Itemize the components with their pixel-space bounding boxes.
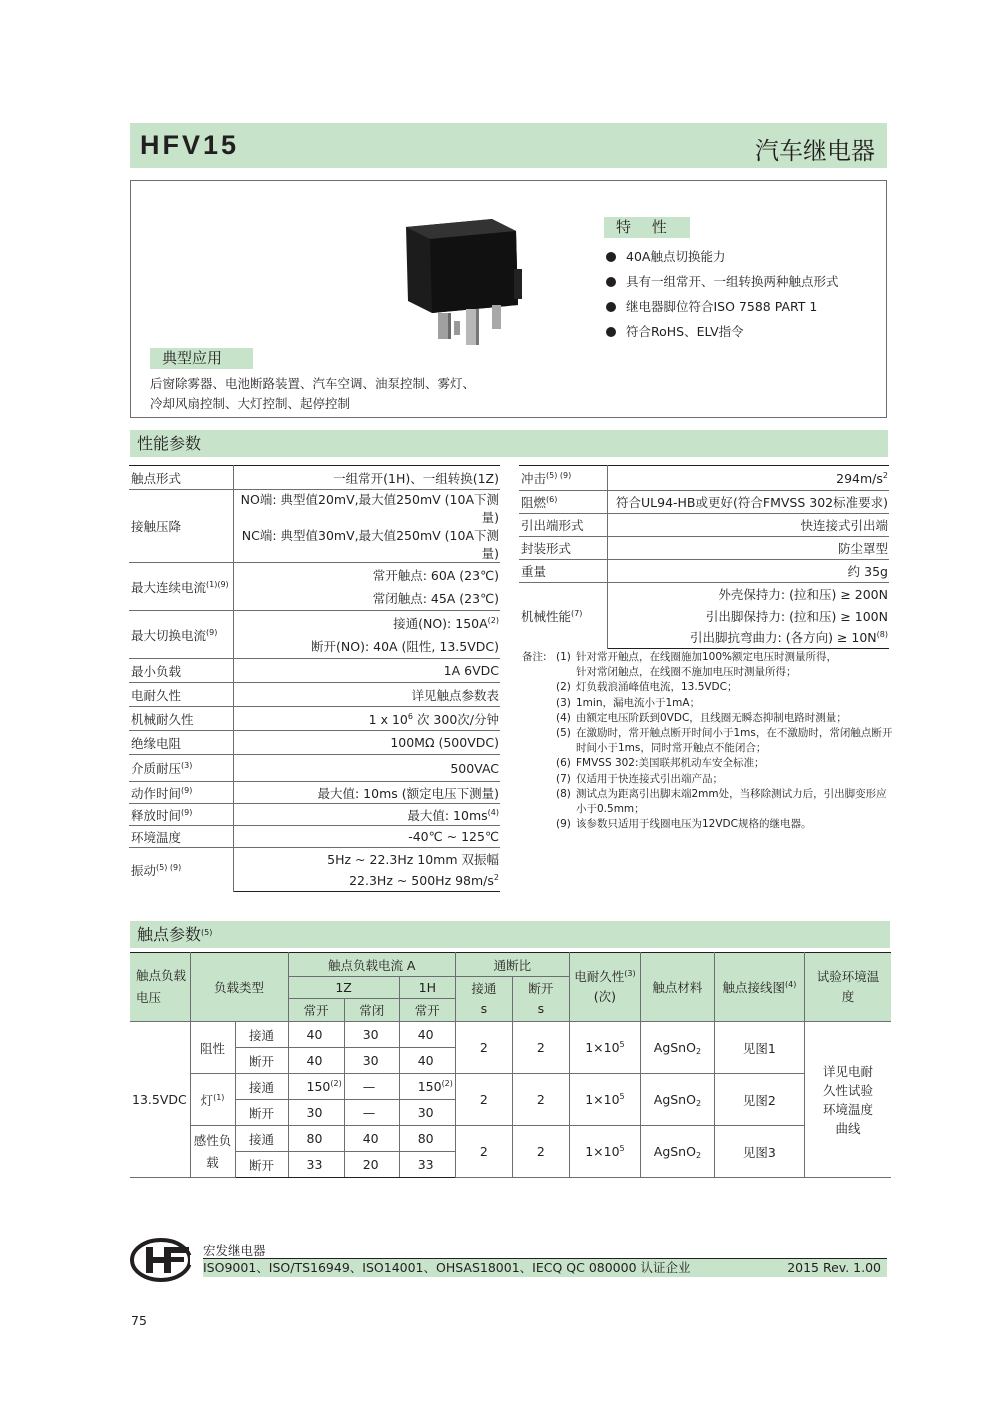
page-number: 75: [131, 1313, 147, 1328]
param-value: 一组常开(1H)、一组转换(1Z): [233, 466, 500, 490]
material-cell: AgSnO$_2$: [640, 1074, 714, 1126]
param-value: 符合UL94-HB或更好(符合FMVSS 302标准要求): [607, 491, 889, 514]
param-label: 释放时间$^{(9)}$: [129, 804, 233, 826]
param-label: 接触压降: [129, 490, 233, 563]
param-value: -40℃ ~ 125℃: [233, 826, 500, 848]
param-value: 常闭触点: 45A (23℃): [372, 591, 499, 607]
note-number: (7): [556, 772, 571, 785]
param-value: 最大值: $10ms^{(4)}$: [233, 804, 500, 826]
make-label: 接通: [235, 1022, 288, 1048]
hongfa-logo-icon: [130, 1238, 198, 1282]
model-name: HFV15: [140, 130, 240, 160]
param-value: 引出脚抗弯曲力: (各方向) ≥ $10N^{(8)}$: [607, 627, 889, 649]
make-label: 接通: [235, 1126, 288, 1152]
features-list: [606, 247, 839, 347]
param-value: 最大值: 10ms (额定电压下测量): [233, 782, 500, 804]
param-value: NO端: 典型值20mV,最大值250mV (10A下测量): [233, 490, 500, 527]
note-text: 由额定电压阶跃到0VDC，且线圈无瞬态抑制电路时测量；: [576, 711, 847, 724]
header-1h: 1H: [399, 977, 455, 999]
note-text: 仅适用于快连接式引出端产品；: [576, 772, 723, 785]
current-cell: 30: [344, 1022, 399, 1048]
header-env: 试验环境温度: [804, 953, 891, 1022]
param-value: 100MΩ (500VDC): [233, 731, 500, 755]
endurance-cell: $1\times 10^5$: [569, 1074, 640, 1126]
note-text: FMVSS 302:美国联邦机动车安全标准；: [576, 757, 765, 770]
header-1z: 1Z: [288, 977, 399, 999]
note-number: (3): [556, 696, 571, 709]
applications-heading: 典型应用: [150, 348, 253, 369]
header-diagram: 触点接线图$^{(4)}$: [714, 953, 804, 1022]
current-cell: 33: [399, 1152, 455, 1178]
applications-text: [150, 374, 510, 414]
current-cell: —: [344, 1074, 399, 1100]
header-ratio: 通断比: [455, 953, 569, 977]
param-value: 断开(NO): 40A (阻性, 13.5VDC): [311, 639, 499, 655]
header-no: 常开: [288, 999, 344, 1022]
param-value: NC端: 典型值30mV,最大值250mV (10A下测量): [241, 528, 499, 561]
note-number: (9): [556, 818, 571, 831]
revision-text: 2015 Rev. 1.00: [787, 1260, 881, 1275]
note-number: (5): [556, 727, 571, 740]
current-cell: 40: [344, 1126, 399, 1152]
contact-params-table: [130, 952, 891, 1178]
load-type-cell: 感性负载: [190, 1126, 235, 1178]
header-material: 触点材料: [640, 953, 714, 1022]
header-no: 常开: [399, 999, 455, 1022]
feature-item: 继电器脚位符合ISO 7588 PART 1: [606, 297, 839, 322]
intro-box: [130, 180, 887, 418]
param-label: 机械耐久性: [129, 707, 233, 731]
diagram-cell: 见图1: [714, 1022, 804, 1074]
certification-bar: [203, 1259, 887, 1277]
param-value: 常开触点: 60A (23℃): [233, 563, 500, 587]
note-number: (6): [556, 757, 571, 770]
param-value: 1A 6VDC: [233, 659, 500, 683]
param-value: $294m/s^2$: [607, 466, 889, 491]
notes: [522, 650, 894, 832]
param-label: 电耐久性: [129, 683, 233, 707]
param-value: 接通(NO): $150A^{(2)}$: [233, 611, 500, 635]
applications-line: 后窗除雾器、电池断路装置、汽车空调、油泵控制、雾灯、: [150, 376, 476, 391]
on-time-cell: 2: [455, 1074, 512, 1126]
header-nc: 常闭: [344, 999, 399, 1022]
header-on: 接通 s: [455, 977, 512, 1022]
note-number: (4): [556, 711, 571, 724]
current-cell: 40: [399, 1048, 455, 1074]
relay-product-image: [396, 209, 526, 349]
current-cell: 20: [344, 1152, 399, 1178]
param-value: 22.3Hz ~ 500Hz $98m/s^2$: [233, 870, 500, 892]
current-cell: 150$^{(2)}$: [399, 1074, 455, 1100]
performance-table-right: [519, 465, 889, 649]
param-label: 最大连续电流$^{(1)(9)}$: [129, 563, 233, 611]
param-value: 防尘罩型: [607, 537, 889, 560]
feature-item: 符合RoHS、ELV指令: [606, 322, 839, 347]
endurance-cell: $1\times 10^5$: [569, 1022, 640, 1074]
make-label: 接通: [235, 1074, 288, 1100]
feature-item: 40A触点切换能力: [606, 247, 839, 272]
current-cell: 40: [288, 1048, 344, 1074]
header-voltage: 触点负载电压: [130, 953, 190, 1022]
param-value: 5Hz ~ 22.3Hz 10mm 双振幅: [233, 848, 500, 870]
note-text: 1min，漏电流小于1mA；: [576, 696, 701, 709]
param-value: 详见触点参数表: [233, 683, 500, 707]
note-text: 在激励时，常开触点断开时间小于1ms，在不激励时，常闭触点断开时间小于1ms，同时常开触点不能闭合；: [576, 727, 893, 755]
off-time-cell: 2: [512, 1074, 569, 1126]
param-label: 机械性能$^{(7)}$: [519, 583, 607, 649]
param-value: 1 x $10^6$ 次 300次/分钟: [233, 707, 500, 731]
param-label: 绝缘电阻: [129, 731, 233, 755]
load-type-cell: 阻性: [190, 1022, 235, 1074]
current-cell: 150$^{(2)}$: [288, 1074, 344, 1100]
break-label: 断开: [235, 1152, 288, 1178]
certification-text: ISO9001、ISO/TS16949、ISO14001、OHSAS18001、IECQ QC 080000 认证企业: [203, 1260, 691, 1275]
param-label: 最大切换电流$^{(9)}$: [129, 611, 233, 659]
header-load-type: 负载类型: [190, 953, 288, 1022]
param-label: 触点形式: [129, 466, 233, 490]
param-value: 500VAC: [233, 755, 500, 782]
note-number: (8): [556, 787, 571, 800]
on-time-cell: 2: [455, 1126, 512, 1178]
header-endurance: 电耐久性$^{(3)}$ (次): [569, 953, 640, 1022]
param-value: 引出脚保持力: (拉和压) ≥ 100N: [705, 608, 888, 624]
header-off: 断开 s: [512, 977, 569, 1022]
param-label: 介质耐压$^{(3)}$: [129, 755, 233, 782]
contact-params-heading: 触点参数$^{(5)}$: [130, 921, 890, 948]
off-time-cell: 2: [512, 1022, 569, 1074]
endurance-cell: $1\times 10^5$: [569, 1126, 640, 1178]
note-text: 测试点为距离引出脚末端2mm处，当移除测试力后，引出脚变形应小于0.5mm；: [576, 787, 887, 816]
material-cell: AgSnO$_2$: [640, 1126, 714, 1178]
current-cell: —: [344, 1100, 399, 1126]
param-value: 外壳保持力: (拉和压) ≥ 200N: [607, 583, 889, 605]
diagram-cell: 见图2: [714, 1074, 804, 1126]
param-label: 环境温度: [129, 826, 233, 848]
company-name: 宏发继电器: [203, 1243, 266, 1258]
load-type-cell: 灯$^{(1)}$: [190, 1074, 235, 1126]
material-cell: AgSnO$_2$: [640, 1022, 714, 1074]
break-label: 断开: [235, 1048, 288, 1074]
break-label: 断开: [235, 1100, 288, 1126]
off-time-cell: 2: [512, 1126, 569, 1178]
note-text: 针对常闭触点，在线圈不施加电压时测量所得；: [576, 666, 797, 679]
features-heading: 特 性: [604, 217, 690, 238]
diagram-cell: 见图3: [714, 1126, 804, 1178]
performance-heading: 性能参数: [130, 430, 888, 457]
note-text: 灯负载浪涌峰值电流，13.5VDC；: [576, 681, 738, 694]
product-category: 汽车继电器: [755, 137, 875, 165]
notes-prefix: 备注:: [522, 651, 547, 663]
title-bar: [130, 123, 887, 168]
current-cell: 30: [399, 1100, 455, 1126]
on-time-cell: 2: [455, 1022, 512, 1074]
param-label: 阻燃$^{(6)}$: [519, 491, 607, 514]
current-cell: 40: [288, 1022, 344, 1048]
note-number: [556, 665, 576, 680]
note-number: (1): [556, 651, 571, 663]
note-number: (2): [556, 681, 571, 694]
param-label: 冲击$^{(5) (9)}$: [519, 466, 607, 491]
current-cell: 30: [288, 1100, 344, 1126]
param-label: 重量: [519, 560, 607, 583]
param-label: 最小负载: [129, 659, 233, 683]
param-label: 动作时间$^{(9)}$: [129, 782, 233, 804]
param-value: 约 35g: [607, 560, 889, 583]
current-cell: 30: [344, 1048, 399, 1074]
note-text: 该参数只适用于线圈电压为12VDC规格的继电器。: [576, 818, 812, 831]
voltage-cell: 13.5VDC: [130, 1022, 190, 1178]
header-current: 触点负载电流 A: [288, 953, 455, 977]
current-cell: 40: [399, 1022, 455, 1048]
feature-item: 具有一组常开、一组转换两种触点形式: [606, 272, 839, 297]
param-label: 振动$^{(5) (9)}$: [129, 848, 233, 892]
applications-line: 冷却风扇控制、大灯控制、起停控制: [150, 396, 351, 411]
param-label: 引出端形式: [519, 514, 607, 537]
current-cell: 80: [399, 1126, 455, 1152]
param-label: 封装形式: [519, 537, 607, 560]
env-cell: 详见电耐久性试验环境温度曲线: [804, 1022, 891, 1178]
note-text: 针对常开触点，在线圈施加100%额定电压时测量所得，: [576, 651, 838, 663]
param-value: 快连接式引出端: [607, 514, 889, 537]
current-cell: 80: [288, 1126, 344, 1152]
performance-table-left: [129, 465, 500, 892]
current-cell: 33: [288, 1152, 344, 1178]
